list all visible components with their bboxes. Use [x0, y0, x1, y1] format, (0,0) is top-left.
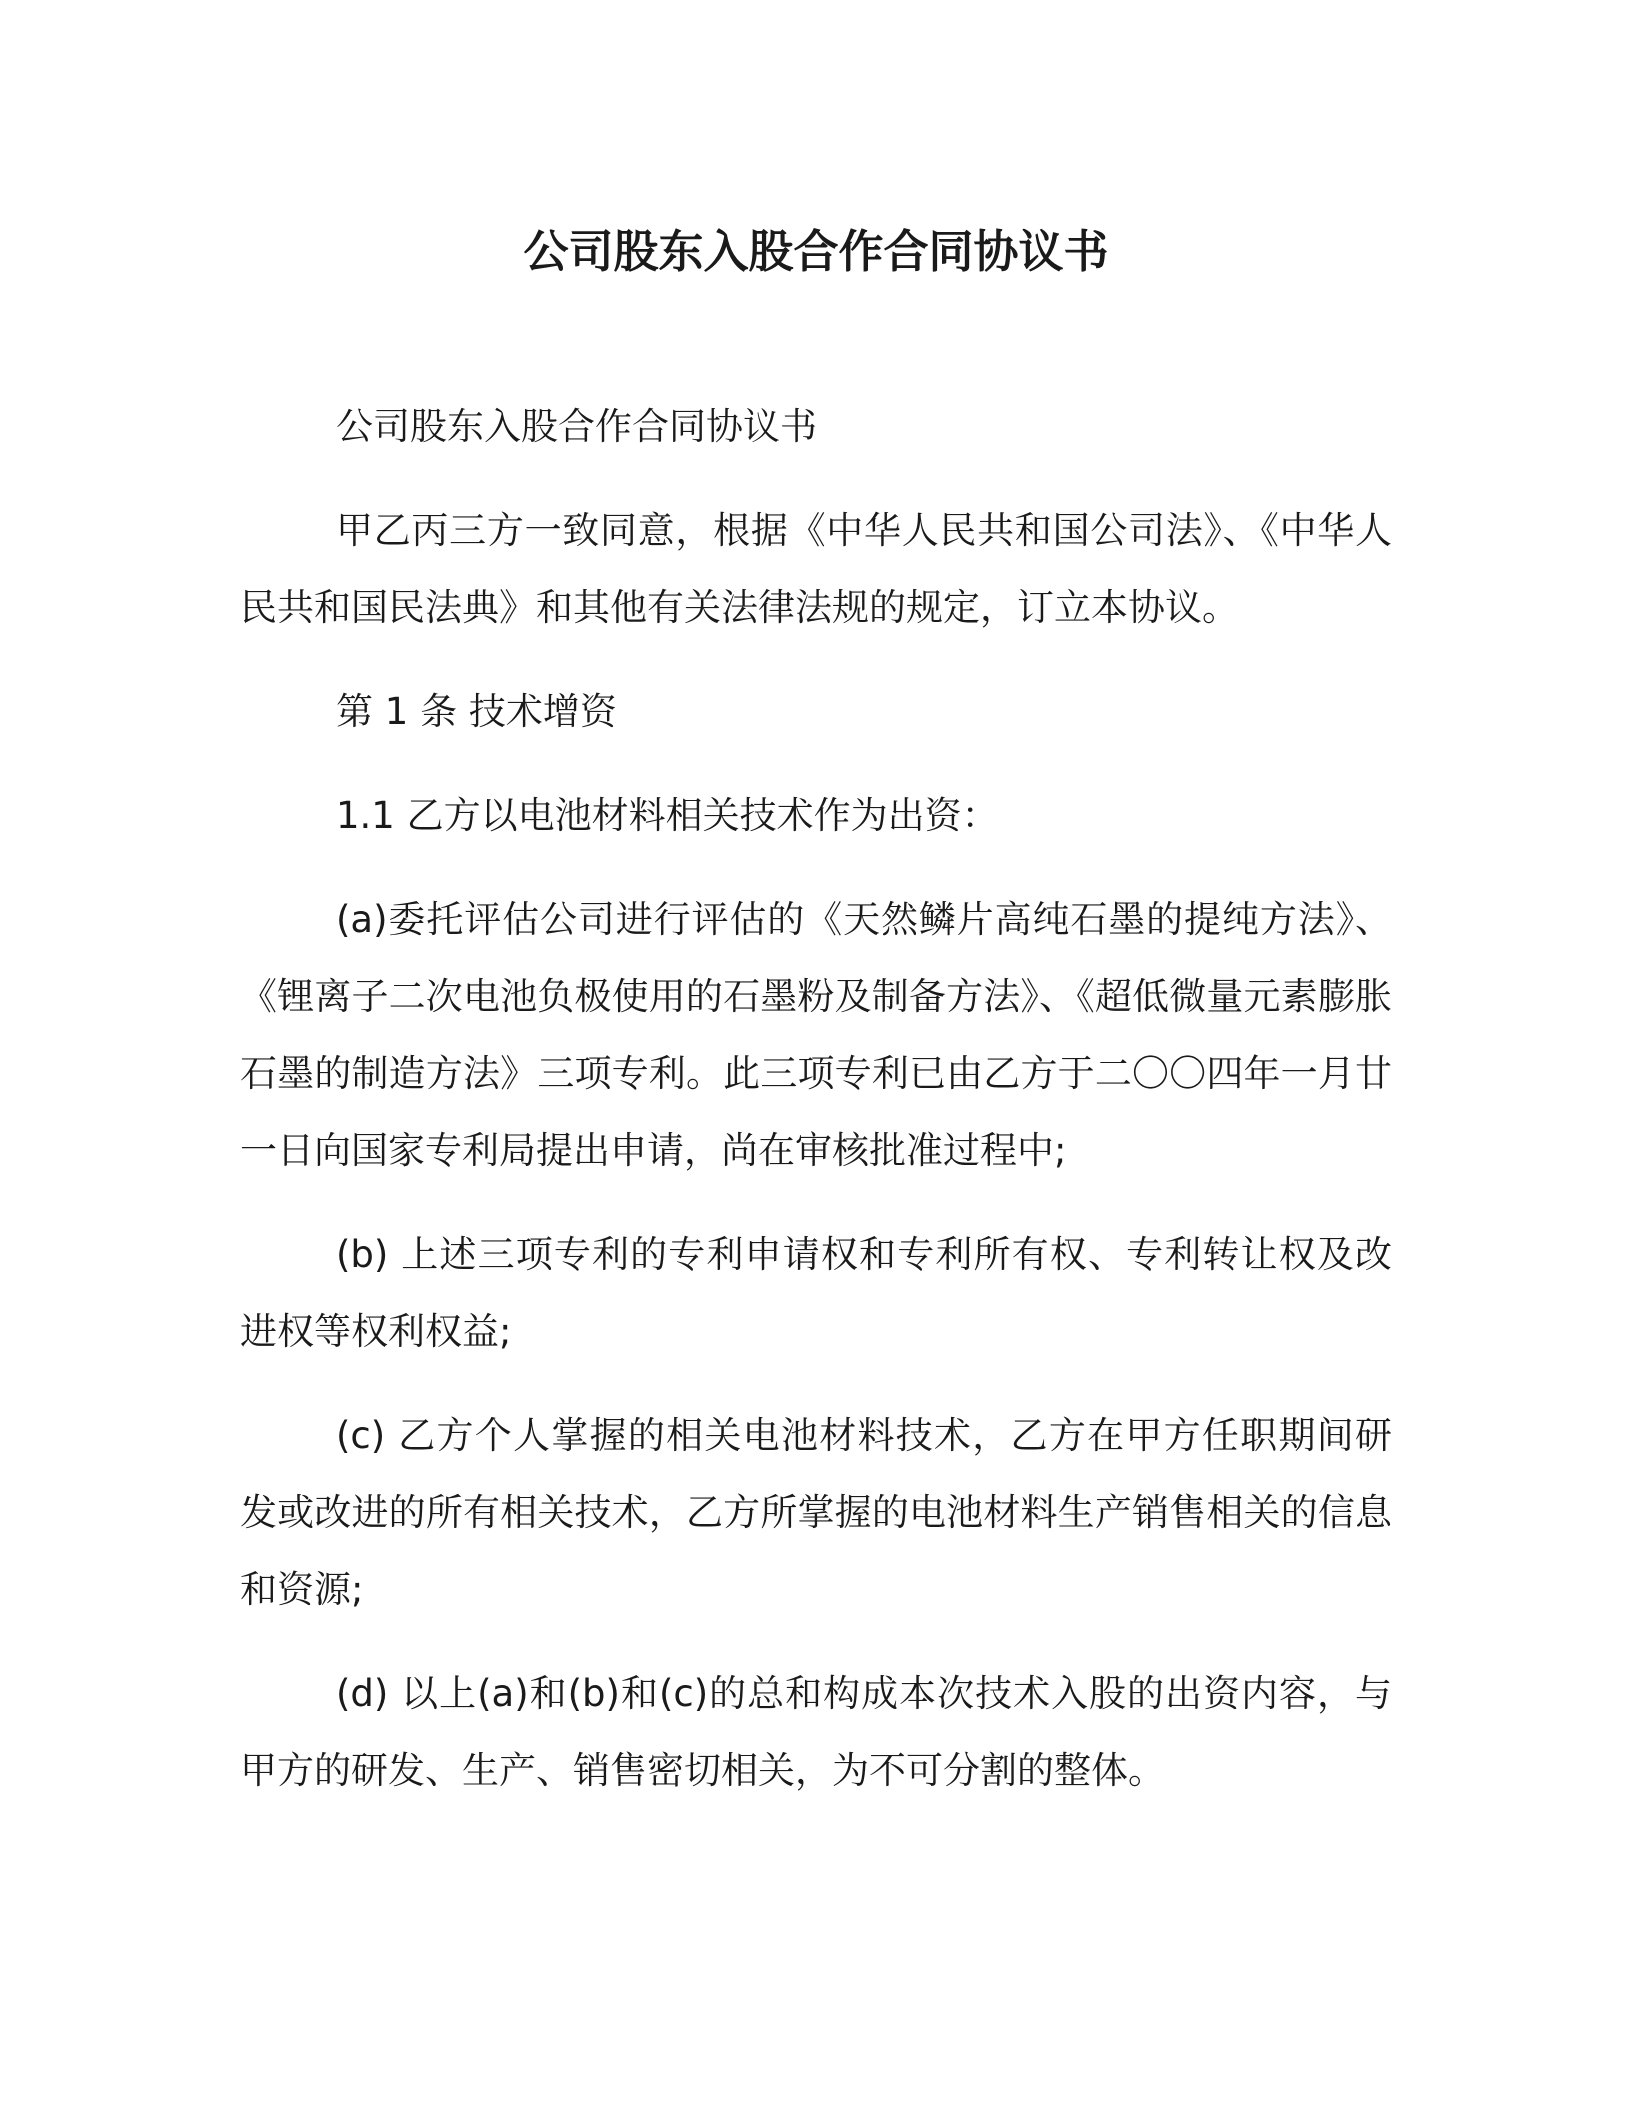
article-1-heading: 第 1 条 技术增资 [336, 690, 617, 733]
clause-item-a: (a)委托评估公司进行评估的《天然鳞片高纯石墨的提纯方法》、《锂离子二次电池负极使用的石墨粉及制备方法》、《超低微量元素膨胀石墨的制造方法》三项专利。此三项专利已由乙方于二〇〇四年一月廿一日向国家专利局提出申请，尚在审核批准过程中; [240, 898, 1392, 1172]
document-body [240, 388, 1392, 1836]
clause-item-b: (b) 上述三项专利的专利申请权和专利所有权、专利转让权及改进权等权利权益; [240, 1233, 1392, 1353]
clause-item-c: (c) 乙方个人掌握的相关电池材料技术，乙方在甲方任职期间研发或改进的所有相关技术，乙方所掌握的电池材料生产销售相关的信息和资源; [240, 1414, 1392, 1611]
paragraph-heading: 公司股东入股合作合同协议书 [336, 405, 817, 448]
clause-1-1: 1.1 乙方以电池材料相关技术作为出资： [336, 794, 999, 837]
document-title: 公司股东入股合作合同协议书 [523, 225, 1109, 278]
clause-item-d: (d) 以上(a)和(b)和(c)的总和构成本次技术入股的出资内容，与甲方的研发、生产、销售密切相关，为不可分割的整体。 [240, 1672, 1392, 1792]
paragraph-preamble: 甲乙丙三方一致同意，根据《中华人民共和国公司法》、《中华人民共和国民法典》和其他有关法律法规的规定，订立本协议。 [240, 509, 1392, 629]
